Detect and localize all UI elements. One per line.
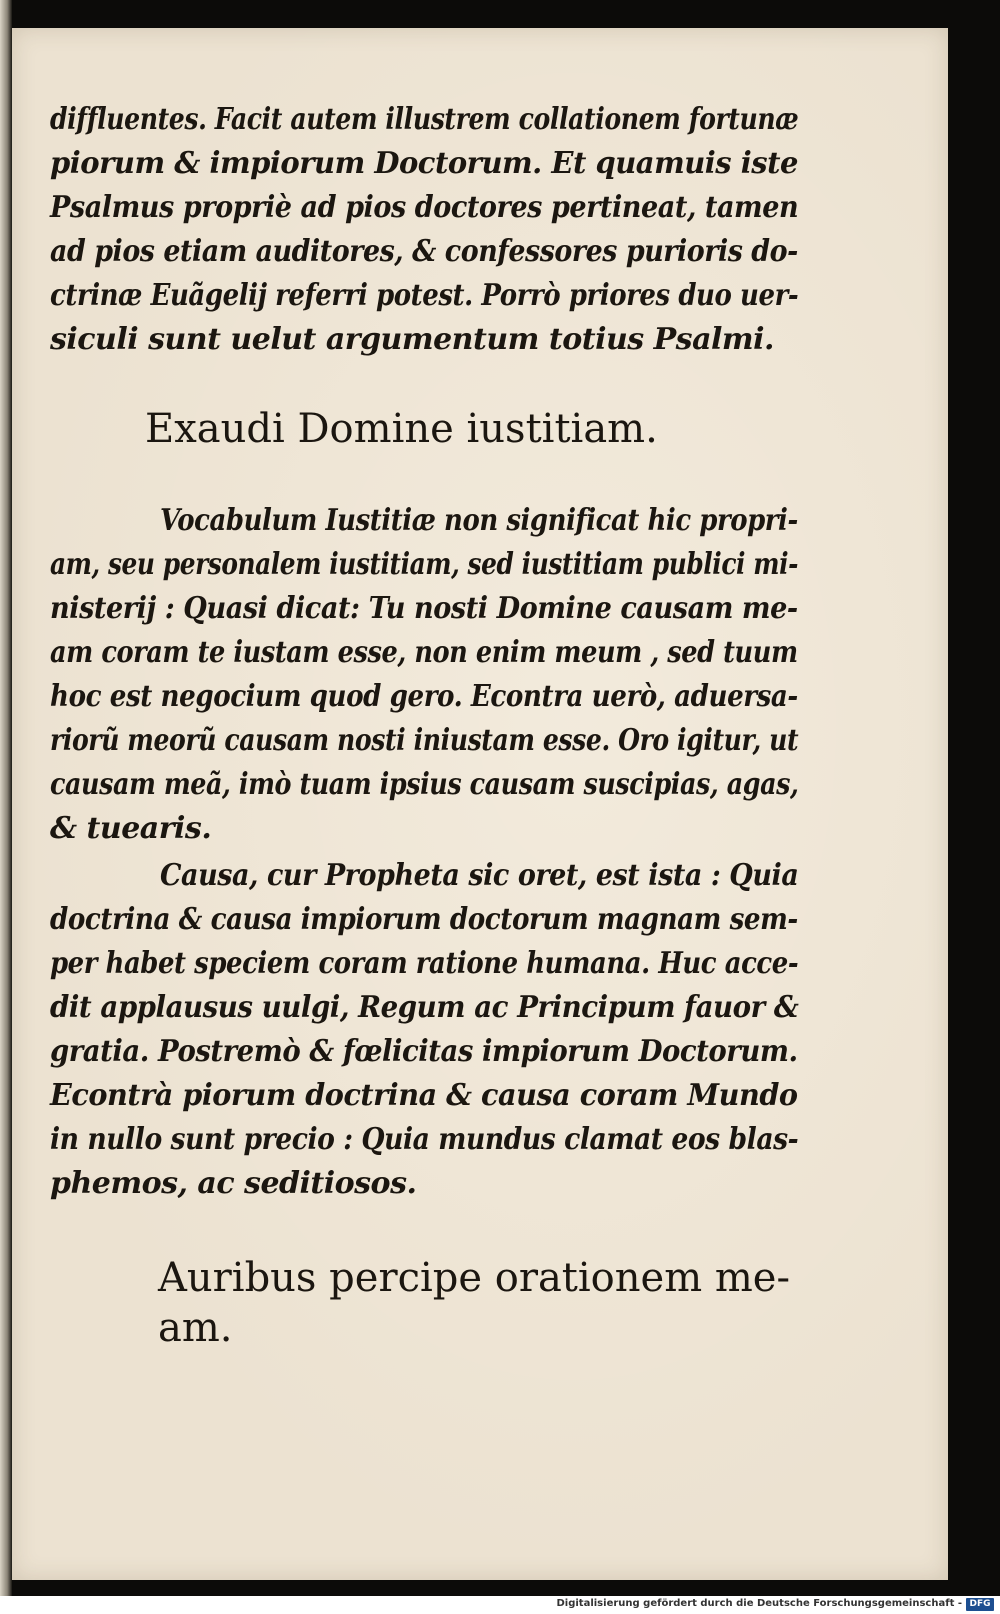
- text-line: ctrinæ Euãgelij referri potest. Porrò priores duo uer-: [50, 278, 799, 313]
- text-line: ad pios etiam auditores, & confessores purioris do-: [50, 234, 798, 269]
- text-line: dit applausus uulgi, Regum ac Principum fauor &: [50, 990, 799, 1025]
- text-line: phemos, ac seditiosos.: [50, 1166, 417, 1201]
- page-text: [12, 28, 948, 1580]
- text-line: nisterij : Quasi dicat: Tu nosti Domine causam me-: [50, 591, 798, 626]
- section-heading: Auribus percipe orationem me-: [158, 1255, 790, 1301]
- section-heading-continuation: am.: [158, 1305, 233, 1351]
- text-line: Causa, cur Propheta sic oret, est ista : Quia: [160, 858, 799, 893]
- text-line: & tuearis.: [50, 811, 212, 846]
- text-line: doctrina & causa impiorum doctorum magnam sem-: [50, 902, 798, 937]
- text-line: diffluentes. Facit autem illustrem collationem fortunæ: [50, 102, 799, 137]
- dfg-logo-icon: DFG: [966, 1598, 994, 1611]
- book-page: [12, 28, 948, 1580]
- text-line: siculi sunt uelut argumentum totius Psalmi.: [50, 322, 774, 357]
- text-line: causam meã, imò tuam ipsius causam suscipias, agas,: [50, 767, 799, 802]
- text-line: piorum & impiorum Doctorum. Et quamuis iste: [50, 146, 798, 181]
- text-line: in nullo sunt precio : Quia mundus clamat eos blas-: [50, 1122, 799, 1157]
- text-line: gratia. Postremò & fœlicitas impiorum Doctorum.: [50, 1034, 798, 1069]
- text-line: hoc est negocium quod gero. Econtra uerò, aduersa-: [50, 679, 798, 714]
- funding-notice: Digitalisierung gefördert durch die Deutsche Forschungsgemeinschaft -: [556, 1598, 962, 1609]
- text-line: Psalmus propriè ad pios doctores pertineat, tamen: [50, 190, 799, 225]
- text-line: am coram te iustam esse, non enim meum , sed tuum: [50, 635, 798, 670]
- text-line: Vocabulum Iustitiæ non significat hic propri-: [160, 503, 798, 538]
- section-heading: Exaudi Domine iustitiam.: [145, 406, 658, 452]
- text-line: Econtrà piorum doctrina & causa coram Mundo: [50, 1078, 798, 1113]
- text-line: am, seu personalem iustitiam, sed iustitiam publici mi-: [50, 547, 799, 582]
- book-spine-edge: [0, 0, 12, 1596]
- text-line: per habet speciem coram ratione humana. Huc acce-: [50, 946, 799, 981]
- text-line: riorũ meorũ causam nosti iniustam esse. Oro igitur, ut: [50, 723, 799, 758]
